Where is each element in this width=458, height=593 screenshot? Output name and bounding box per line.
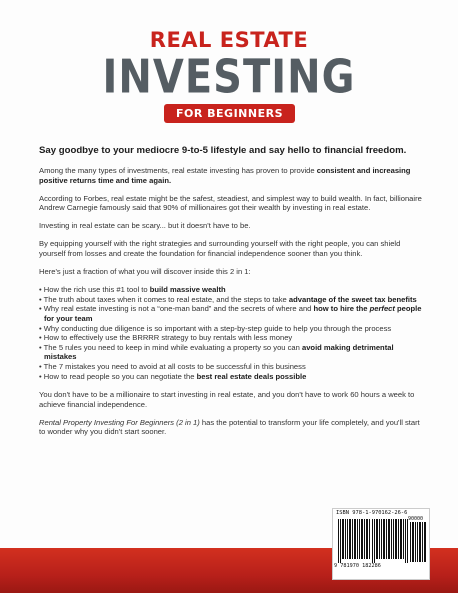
paragraph-6: You don't have to be a millionaire to start investing in real estate, and you don't have to work 60 hours a week to achieve financial independence.: [39, 390, 415, 409]
subtitle-badge: FOR BEGINNERS: [164, 104, 295, 123]
paragraph-1-bold: consistent and increasing positive returns time and time again.: [39, 166, 411, 185]
bullet-bold: how to hire the: [313, 304, 370, 314]
book-title-italic: Rental Property Investing For Beginners (2 in 1): [39, 417, 200, 427]
bullet-text: • How the rich use this #1 tool to: [39, 285, 150, 295]
barcode-addon-icon: [410, 522, 426, 562]
bullet-text: • How to effectively use the BRRRR strategy to buy rentals with less money: [39, 333, 293, 343]
paragraph-3: Investing in real estate can be scary... but it doesn't have to be.: [39, 221, 251, 231]
paragraph-2: According to Forbes, real estate might be the safest, steadiest, and simplest way to build wealth. In fact, billionaire Andrew Carnegie famously said that 90% of millionaires got their wealth by investing in real estate.: [39, 193, 422, 213]
bullet-text: • Why real estate investing is not a “one-man band” and the secrets of where and: [39, 304, 314, 314]
paragraph-7: [39, 418, 423, 437]
list-item: [39, 285, 423, 295]
list-item: [39, 362, 423, 372]
barcode-icon: [338, 519, 408, 563]
list-item: [39, 372, 423, 382]
bullet-bold: advantage of the sweet tax benefits: [288, 294, 417, 304]
bullet-bold: people for your team: [44, 304, 422, 324]
list-item: [39, 324, 423, 334]
bullet-bold-italic: perfect: [369, 304, 395, 314]
isbn-label: ISBN 978-1-970162-26-6: [336, 510, 408, 516]
bullet-text: • Why conducting due diligence is so important with a step-by-step guide to help you through the process: [39, 323, 392, 333]
bullet-text: • The truth about taxes when it comes to real estate, and the steps to take: [39, 294, 289, 304]
barcode-number: 9 781970 182286: [334, 563, 381, 569]
title-main: INVESTING: [102, 50, 356, 104]
bullet-bold: build massive wealth: [149, 285, 226, 295]
list-item: [39, 304, 423, 323]
paragraph-1: [39, 166, 423, 185]
paragraph-7-text: has the potential to transform your life completely, and you'll start to wonder why you didn't start sooner.: [39, 417, 420, 437]
list-item: [39, 343, 423, 362]
list-item: [39, 333, 423, 343]
bullet-bold: avoid making detrimental mistakes: [44, 342, 394, 362]
bullet-text: • The 5 rules you need to keep in mind while evaluating a property so you can: [39, 342, 302, 352]
bullet-text: • The 7 mistakes you need to avoid at all costs to be successful in this business: [39, 362, 306, 371]
bullet-bold: best real estate deals possible: [196, 371, 307, 381]
paragraph-5: Here's just a fraction of what you will discover inside this 2 in 1:: [39, 267, 251, 277]
paragraph-1-text: Among the many types of investments, real estate investing has proven to provide: [39, 166, 317, 175]
barcode-addon-number: 90000: [408, 516, 424, 522]
bullet-text: • How to read people so you can negotiate the: [39, 371, 197, 381]
blurb: [39, 145, 423, 446]
paragraph-4: By equipping yourself with the right strategies and surrounding yourself with the right people, you can shield yourself from losses and create the foundation for financial independence sooner than you think.: [39, 239, 401, 259]
headline: Say goodbye to your mediocre 9-to-5 lifestyle and say hello to financial freedom.: [39, 145, 407, 156]
list-item: [39, 295, 423, 305]
bullet-list: [39, 285, 423, 381]
title-top: REAL ESTATE: [149, 28, 309, 52]
